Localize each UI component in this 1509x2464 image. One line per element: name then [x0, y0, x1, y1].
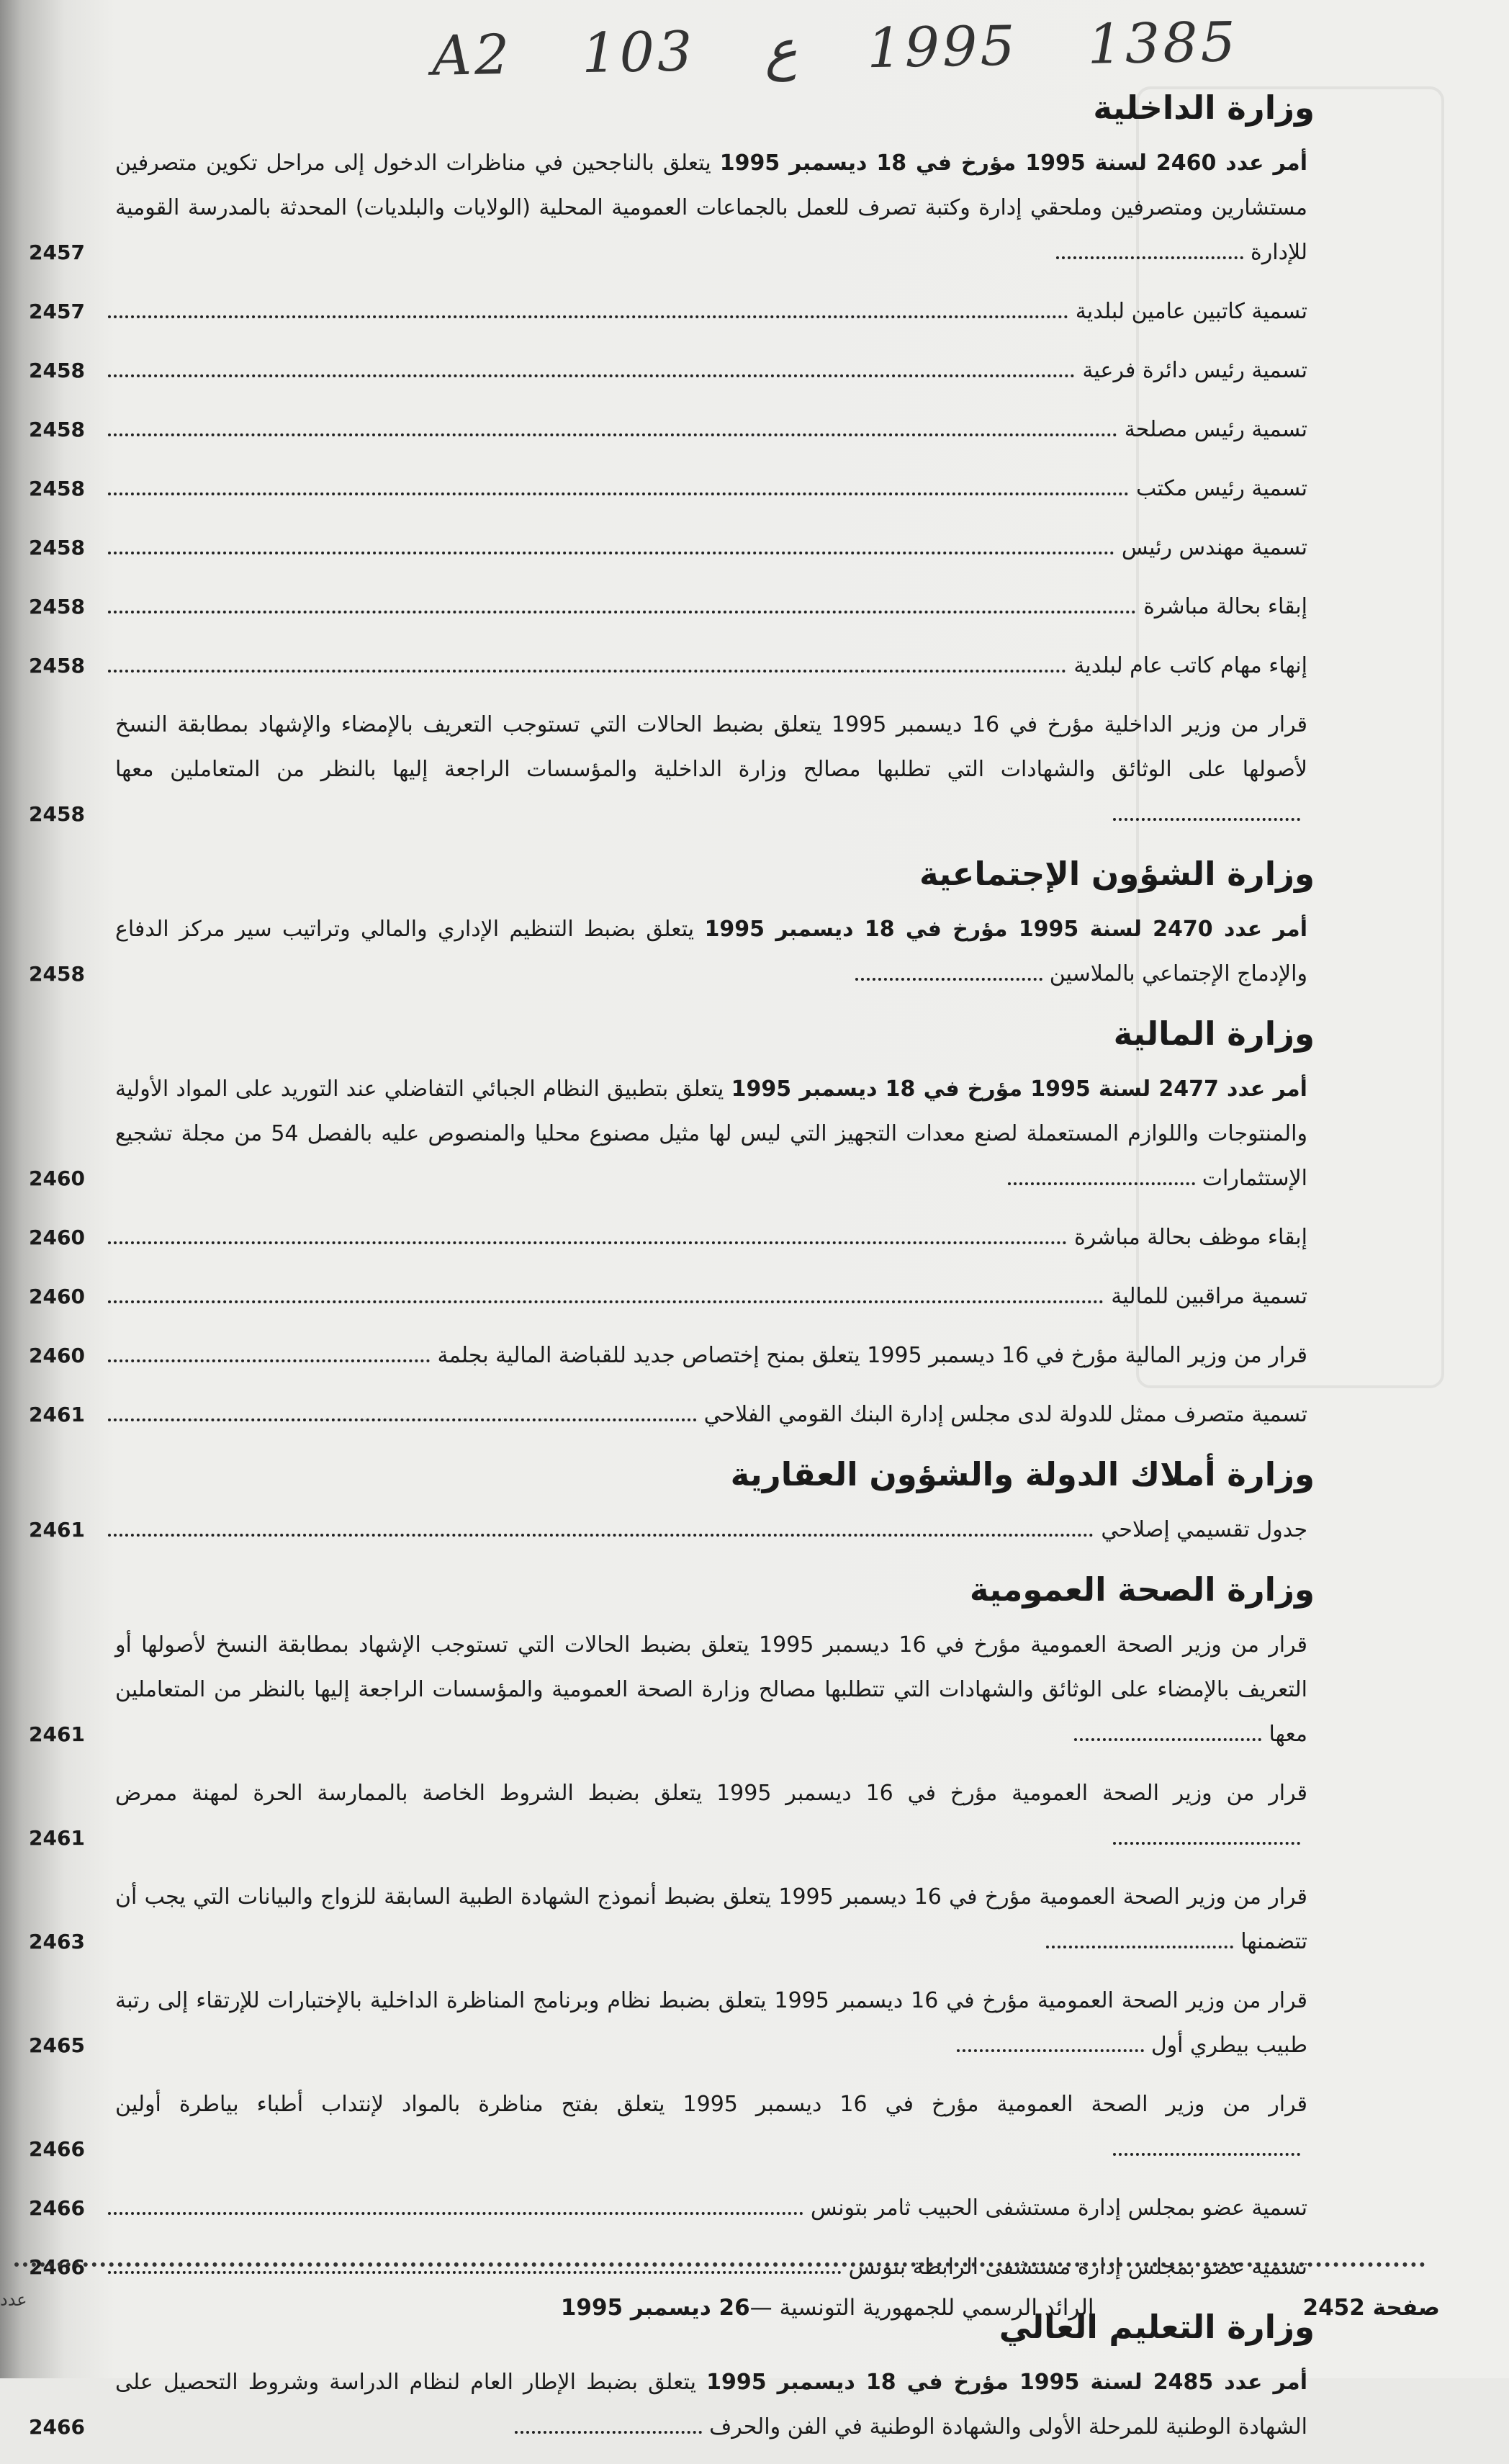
dot-leader — [1074, 1738, 1261, 1741]
toc-entry — [29, 1215, 1307, 1260]
entry-page-number: 2461 — [29, 1722, 85, 1746]
entry-text: قرار من وزير الصحة العمومية مؤرخ في 16 ديسمبر 1995 يتعلق بضبط أنموذج الشهادة الطبية السابقة للزواج والبيانات التي يجب أن تتضمنها — [115, 1884, 1307, 1954]
dot-leader — [1056, 256, 1243, 259]
dot-leader — [108, 1359, 430, 1362]
entry-page-number: 2458 — [29, 477, 85, 500]
entry-page-number: 2458 — [29, 418, 85, 441]
entry-text: قرار من وزير الصحة العمومية مؤرخ في 16 ديسمبر 1995 يتعلق بضبط الشروط الخاصة بالممارسة الحرة لمهنة ممرض — [115, 1781, 1307, 1806]
entry-text: تسمية عضو بمجلس إدارة مستشفى الحبيب ثامر بتونس — [810, 2195, 1307, 2221]
edge-fragment-text: عدد — [0, 2290, 27, 2310]
entry-text: يتعلق بالناجحين في مناظرات الدخول إلى مراحل تكوين متصرفين مستشارين ومتصرفين وملحقي إدارة وكتبة تصرف للعمل بالجماعات العمومية المحلية (الولايات والبلديات) المحدثة بالمدرسة القومية للإدارة — [115, 150, 1307, 265]
entry-page-number: 2458 — [29, 962, 85, 986]
entry-text: تسمية متصرف ممثل للدولة لدى مجلس إدارة البنك القومي الفلاحي — [703, 1402, 1307, 1427]
entry-page-number: 2457 — [29, 300, 85, 323]
toc-entry — [29, 1334, 1307, 1378]
dot-leader — [515, 2431, 702, 2434]
toc-entry — [29, 2360, 1317, 2450]
entry-text: قرار من وزير المالية مؤرخ في 16 ديسمبر 1995 يتعلق بمنح إختصاص جديد للقباضة المالية بجلمة — [437, 1343, 1307, 1368]
entry-paragraph — [115, 2360, 1307, 2450]
entry-text: تسمية مهندس رئيس — [1121, 535, 1307, 560]
dot-leader — [1113, 1842, 1300, 1845]
dot-leader — [957, 2049, 1144, 2052]
toc-entry — [29, 1875, 1317, 1964]
entry-paragraph — [115, 2082, 1307, 2172]
footer-page-number: صفحة 2452 — [1302, 2295, 1440, 2321]
toc-entry — [29, 585, 1307, 629]
entry-text: تسمية رئيس مصلحة — [1124, 417, 1307, 442]
entry-page-number: 2458 — [29, 802, 85, 826]
entry-paragraph — [115, 1771, 1307, 1861]
entry-text: يتعلق بضبط التنظيم الإداري والمالي وتراتيب سير مركز الدفاع والإدماج الإجتماعي بالملاسين — [115, 917, 1307, 986]
dot-leader — [108, 1241, 1067, 1244]
handwritten-ref-part: 103 — [581, 18, 695, 85]
toc-entry — [29, 644, 1307, 688]
toc-entry — [29, 289, 1307, 334]
entry-text: تسمية رئيس مكتب — [1136, 476, 1307, 501]
toc-entry — [29, 1508, 1307, 1552]
dot-leader — [855, 978, 1042, 981]
footer-journal-name: الرائد الرسمي للجمهورية التونسية — — [749, 2295, 1094, 2321]
handwritten-ref-part: ع — [764, 17, 798, 82]
entry-text: يتعلق بضبط الإطار العام لنظام الدراسة وشروط التحصيل على الشهادة الوطنية للمرحلة الأولى والشهادة الوطنية في الفن والحرف — [115, 2370, 1307, 2440]
entry-page-number: 2466 — [29, 2137, 85, 2161]
page-footer — [403, 2286, 1440, 2329]
dot-leader — [108, 552, 1114, 554]
entry-text: يتعلق بتطبيق النظام الجبائي التفاضلي عند التوريد على المواد الأولية والمنتوجات واللوازم المستعملة لصنع معدات التجهيز التي ليس لها مثيل مصنوع محليا والمنصوص عليه بالفصل 54 من مجلة تشجيع الإستثمارات — [115, 1076, 1308, 1191]
table-of-contents — [29, 85, 1317, 2464]
toc-entry — [29, 1274, 1307, 1319]
entry-text: إنهاء مهام كاتب عام لبلدية — [1073, 653, 1307, 678]
toc-entry — [29, 1623, 1317, 1757]
toc-entry — [29, 2245, 1307, 2290]
entry-paragraph — [115, 1875, 1307, 1964]
entry-text: تسمية كاتبين عامين لبلدية — [1075, 299, 1307, 324]
toc-entry — [29, 703, 1317, 837]
entry-text: إبقاء بحالة مباشرة — [1143, 594, 1307, 619]
dot-leader — [108, 670, 1066, 673]
entry-page-number: 2458 — [29, 595, 85, 619]
entry-paragraph — [115, 141, 1307, 275]
entry-page-number: 2458 — [29, 654, 85, 678]
toc-entry — [29, 349, 1307, 393]
toc-entry — [29, 1067, 1317, 1201]
entry-paragraph — [115, 703, 1307, 837]
dot-leader — [108, 1534, 1094, 1537]
entry-text: قرار من وزير الصحة العمومية مؤرخ في 16 ديسمبر 1995 يتعلق بضبط الحالات التي تستوجب الإشهاد بمطابقة النسخ لأصولها أو التعريف بالإمضاء على الوثائق والشهادات التي تتطلبها مصالح وزارة الصحة العمومية والمؤسسات الراجعة إليها بالنظر من المتعاملين معها — [115, 1632, 1307, 1747]
entry-text: قرار من وزير الداخلية مؤرخ في 16 ديسمبر 1995 يتعلق بضبط الحالات التي تستوجب التعريف بالإمضاء والإشهاد بمطابقة النسخ لأصولها على الوثائق والشهادات التي تطلبها مصالح وزارة الداخلية والمؤسسات الراجعة إليها بالنظر من المتعاملين معها — [115, 712, 1308, 782]
toc-entry — [29, 2082, 1317, 2172]
decree-number: أمر عدد 2485 لسنة 1995 مؤرخ في 18 ديسمبر 1995 — [706, 2370, 1307, 2395]
entry-text: قرار من وزير الصحة العمومية مؤرخ في 16 ديسمبر 1995 يتعلق بضبط نظام وبرنامج المناظرة الداخلية بالإختبارات للإرتقاء إلى رتبة طبيب بيطري أول — [115, 1988, 1307, 2058]
footer-date: 26 ديسمبر 1995 — [560, 2295, 750, 2321]
dot-leader — [108, 2271, 842, 2274]
entry-page-number: 2460 — [29, 1344, 85, 1367]
entry-page-number: 2460 — [29, 1285, 85, 1308]
dot-leader — [108, 2212, 803, 2215]
entry-page-number: 2461 — [29, 1518, 85, 1542]
entry-page-number: 2458 — [29, 536, 85, 559]
toc-entry — [29, 408, 1307, 452]
section-title: وزارة الداخلية — [1093, 89, 1315, 127]
entry-page-number: 2460 — [29, 1226, 85, 1249]
entry-paragraph — [115, 1623, 1307, 1757]
decree-number: أمر عدد 2470 لسنة 1995 مؤرخ في 18 ديسمبر 1995 — [704, 917, 1307, 942]
dot-leader — [1113, 818, 1300, 821]
section-title: وزارة الشؤون الإجتماعية — [919, 855, 1315, 893]
toc-entry — [29, 1979, 1317, 2068]
dot-leader — [108, 611, 1136, 613]
handwritten-reference — [431, 9, 1238, 88]
entry-text: إبقاء موظف بحالة مباشرة — [1074, 1225, 1307, 1250]
handwritten-ref-part: 1995 — [866, 13, 1019, 80]
handwritten-ref-part: 1385 — [1086, 9, 1239, 76]
entry-page-number: 2460 — [29, 1166, 85, 1190]
entry-text: تسمية مراقبين للمالية — [1111, 1284, 1307, 1309]
entry-paragraph — [115, 1067, 1307, 1201]
toc-entry — [29, 467, 1307, 511]
toc-entry — [29, 907, 1317, 997]
handwritten-ref-part: A2 — [431, 22, 513, 88]
dot-leader — [108, 374, 1075, 377]
toc-entry — [29, 1393, 1307, 1437]
entry-page-number: 2458 — [29, 359, 85, 382]
entry-page-number: 2466 — [29, 2415, 85, 2439]
dot-leader — [108, 315, 1068, 318]
section-title: وزارة التعليم العالي — [999, 2308, 1315, 2346]
entry-page-number: 2457 — [29, 240, 85, 264]
entry-page-number: 2465 — [29, 2033, 85, 2057]
entry-page-number: 2463 — [29, 1930, 85, 1953]
toc-entry — [29, 1771, 1317, 1861]
dot-leader — [1113, 2153, 1300, 2156]
entry-paragraph — [115, 1979, 1307, 2068]
entry-page-number: 2461 — [29, 1826, 85, 1850]
entry-text: قرار من وزير الصحة العمومية مؤرخ في 16 ديسمبر 1995 يتعلق بفتح مناظرة بالمواد لإنتداب أطباء بياطرة أولين — [115, 2092, 1307, 2117]
entry-text: جدول تقسيمي إصلاحي — [1101, 1517, 1307, 1542]
toc-entry — [29, 141, 1317, 275]
decree-number: أمر عدد 2477 لسنة 1995 مؤرخ في 18 ديسمبر 1995 — [731, 1076, 1307, 1102]
entry-page-number: 2466 — [29, 2255, 85, 2279]
dot-leader — [108, 433, 1117, 436]
section-title: وزارة المالية — [1113, 1015, 1315, 1053]
dot-leader — [108, 493, 1129, 495]
entry-text: تسمية عضو بمجلس إدارة مستشفى الرابطة بتونس — [848, 2254, 1307, 2280]
dot-leader — [1008, 1182, 1195, 1185]
entry-page-number: 2461 — [29, 1403, 85, 1426]
dot-leader — [1046, 1946, 1233, 1948]
section-title: وزارة أملاك الدولة والشؤون العقارية — [730, 1455, 1315, 1493]
footer-divider — [14, 2262, 1425, 2267]
entry-page-number: 2466 — [29, 2196, 85, 2220]
section-title: وزارة الصحة العمومية — [969, 1570, 1315, 1609]
toc-entry — [29, 526, 1307, 570]
dot-leader — [108, 1418, 697, 1421]
toc-entry — [29, 2186, 1307, 2231]
entry-text: تسمية رئيس دائرة فرعية — [1082, 358, 1307, 383]
entry-paragraph — [115, 907, 1307, 997]
decree-number: أمر عدد 2460 لسنة 1995 مؤرخ في 18 ديسمبر 1995 — [719, 150, 1307, 176]
dot-leader — [108, 1300, 1104, 1303]
